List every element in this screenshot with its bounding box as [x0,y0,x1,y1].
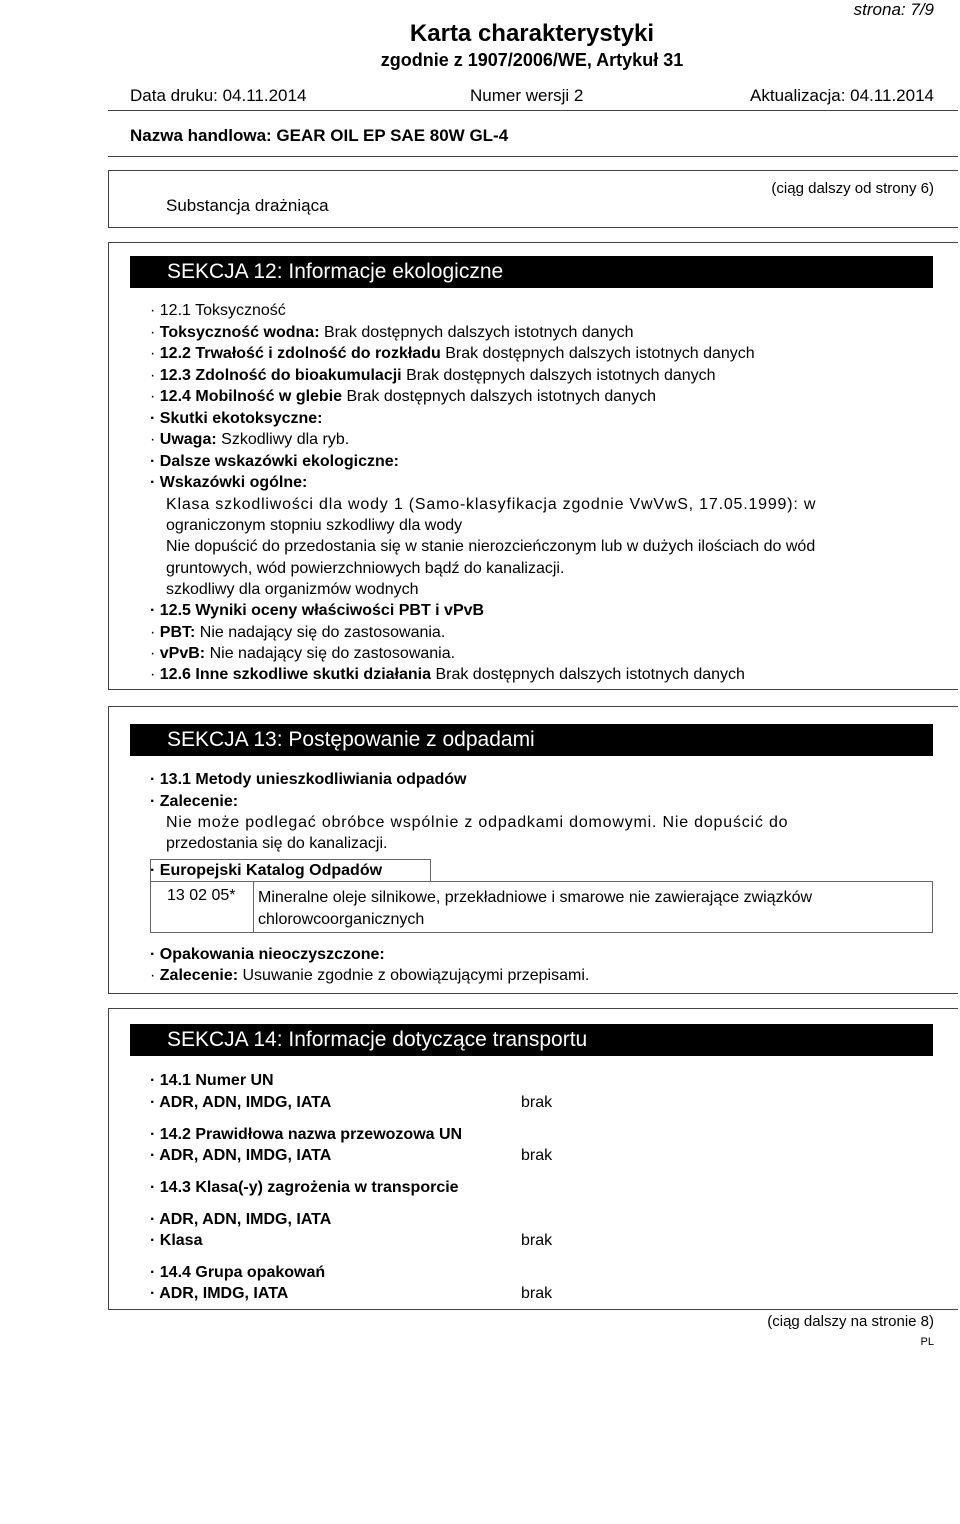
s14-class-value: brak [521,1232,553,1249]
s13-line-disposal: · Zalecenie: Usuwanie zgodnie z obowiązującymi przepisami. [150,967,590,984]
s13-line-packaging: · Opakowania nieoczyszczone: [150,946,385,963]
trade-divider [108,156,958,157]
section-13-heading: SEKCJA 13: Postępowanie z odpadami [130,724,933,756]
s14-line-hazard-class: · 14.3 Klasa(-y) zagrożenia w transporcie [150,1179,459,1196]
s12-line-toxicity: · 12.1 Toksyczność [150,302,286,319]
s13-line-methods: · 13.1 Metody unieszkodliwiania odpadów [150,771,467,788]
s14-line-class: · Klasa [150,1232,203,1249]
s12-line-aquatic: · Toksyczność wodna: Brak dostępnych dalszych istotnych danych [150,324,634,341]
document-subtitle: zgodnie z 1907/2006/WE, Artykuł 31 [380,50,684,70]
s14-line-packing-group: · 14.4 Grupa opakowań [150,1264,326,1281]
s12-line-pbt: · PBT: Nie nadający się do zastosowania. [150,624,446,641]
s12-line-vpvb: · vPvB: Nie nadający się do zastosowania. [150,645,456,662]
waste-description: Mineralne oleje silnikowe, przekładniowe i smarowe nie zawierające związków chlorowcoorganicznych [258,889,813,928]
s12-line-general: · Wskazówki ogólne: [150,474,308,491]
s12-line-aquatic-harmful: szkodliwy dla organizmów wodnych [166,581,419,598]
trade-name: Nazwa handlowa: GEAR OIL EP SAE 80W GL-4 [130,126,509,145]
section-12-heading: SEKCJA 12: Informacje ekologiczne [130,256,933,288]
s12-line-further: · Dalsze wskazówki ekologiczne: [150,453,399,470]
waste-code: 13 02 05* [167,887,236,904]
s13-line-household: Nie może podlegać obróbce wspólnie z odpadkami domowymi. Nie dopuścić do [166,814,789,831]
document-title: Karta charakterystyki [409,20,655,47]
print-date: Data druku: 04.11.2014 [130,86,307,105]
s12-line-note: · Uwaga: Szkodliwy dla ryb. [150,431,350,448]
s12-line-persistence: · 12.2 Trwałość i zdolność do rozkładu Brak dostępnych dalszych istotnych danych [150,345,755,362]
s14-line-shipping-name: · 14.2 Prawidłowa nazwa przewozowa UN [150,1126,463,1143]
s14-line-un-number-modes: · ADR, ADN, IMDG, IATA [150,1094,332,1111]
s12-line-groundwater-cont: gruntowych, wód powierzchniowych bądź do kanalizacji. [166,560,565,577]
s13-line-recommendation: · Zalecenie: [150,793,239,810]
hazard-text: Substancja drażniąca [166,196,329,215]
s14-line-hazard-class-modes: · ADR, ADN, IMDG, IATA [150,1211,332,1228]
waste-table-divider [253,882,254,932]
s14-line-packing-group-modes: · ADR, IMDG, IATA [150,1285,289,1302]
s12-line-bioaccumulation: · 12.3 Zdolność do bioakumulacji Brak dostępnych dalszych istotnych danych [150,367,716,384]
s13-line-catalog: · Europejski Katalog Odpadów [150,862,383,879]
s14-un-number-value: brak [521,1094,553,1111]
s14-shipping-name-value: brak [521,1147,553,1164]
s14-packing-group-value: brak [521,1285,553,1302]
section-14-heading: SEKCJA 14: Informacje dotyczące transportu [130,1024,933,1056]
header-divider [108,110,958,111]
s12-line-mobility: · 12.4 Mobilność w glebie Brak dostępnych dalszych istotnych danych [150,388,656,405]
s12-line-other-effects: · 12.6 Inne szkodliwe skutki działania Brak dostępnych dalszych istotnych danych [150,666,745,683]
s14-line-un-number: · 14.1 Numer UN [150,1072,274,1089]
s12-line-pbt-heading: · 12.5 Wyniki oceny właściwości PBT i vPvB [150,602,485,619]
s12-line-ecotox: · Skutki ekotoksyczne: [150,410,323,427]
continued-from: (ciąg dalszy od strony 6) [771,180,934,197]
waste-code-table [150,881,933,933]
s13-line-household-cont: przedostania się do kanalizacji. [166,835,388,852]
s12-line-wgk: Klasa szkodliwości dla wody 1 (Samo-klasyfikacja zgodnie VwVwS, 17.05.1999): w [166,496,817,513]
s14-line-shipping-name-modes: · ADR, ADN, IMDG, IATA [150,1147,332,1164]
s12-line-wgk-cont: ograniczonym stopniu szkodliwy dla wody [166,517,463,534]
continued-to: (ciąg dalszy na stronie 8) [767,1313,934,1330]
page-number: strona: 7/9 [853,0,934,19]
s12-line-groundwater: Nie dopuścić do przedostania się w stanie nierozcieńczonym lub w dużych ilościach do wód [166,538,816,555]
update-date: Aktualizacja: 04.11.2014 [750,86,934,105]
language-code: PL [920,1336,934,1348]
version-number: Numer wersji 2 [470,86,584,105]
